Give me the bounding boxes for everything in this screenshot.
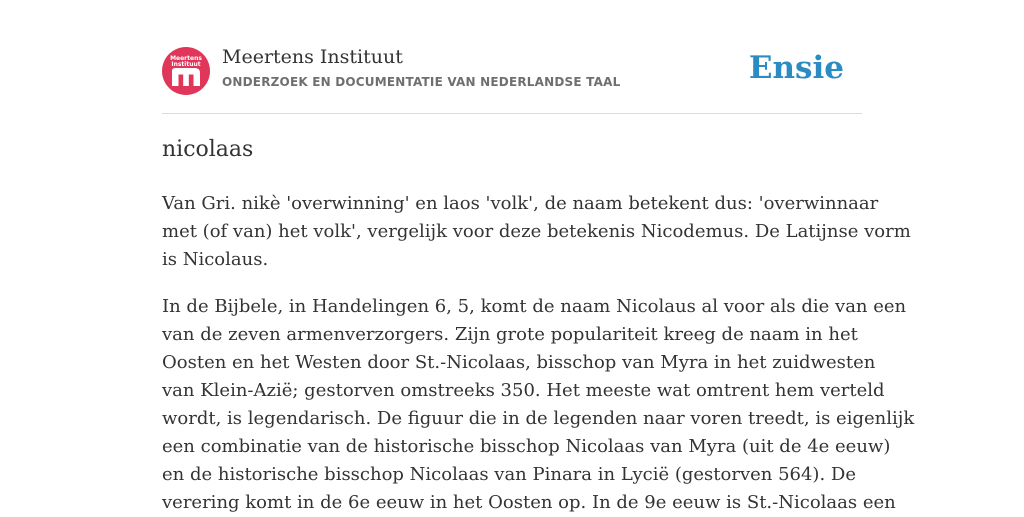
entry-paragraph-1 (162, 190, 911, 274)
header-divider (162, 113, 862, 114)
entry-title: nicolaas (162, 137, 254, 162)
paragraph-line: Van Gri. nikè 'overwinning' en laos 'volk', de naam betekent dus: 'overwinnaar (162, 193, 879, 214)
org-subtitle: ONDERZOEK EN DOCUMENTATIE VAN NEDERLANDSE TAAL (222, 75, 621, 89)
paragraph-line: In de Bijbele, in Handelingen 6, 5, komt de naam Nicolaus al voor als die van een (162, 296, 907, 317)
paragraph-line: met (of van) het volk', vergelijk voor deze betekenis Nicodemus. De Latijnse vorm (162, 221, 911, 242)
paragraph-line: verering komt in de 6e eeuw in het Oosten op. In de 9e eeuw is St.-Nicolaas een (162, 492, 896, 513)
org-name[interactable]: Meertens Instituut (222, 46, 403, 68)
logo-line-1: Meertens (170, 55, 202, 62)
paragraph-line: van de zeven armenverzorgers. Zijn grote populariteit kreeg de naam in het (162, 324, 858, 345)
page (162, 0, 915, 513)
logo-line-2: Instituut (171, 61, 201, 68)
entry-paragraph-2 (162, 293, 915, 517)
paragraph-line: is Nicolaus. (162, 249, 269, 270)
meertens-logo-icon[interactable] (162, 47, 210, 95)
paragraph-line: van Klein-Azië; gestorven omstreeks 350. Het meeste wat omtrent hem verteld (162, 380, 885, 401)
paragraph-line: een combinatie van de historische bisschop Nicolaas van Myra (uit de 4e eeuw) (162, 436, 891, 457)
ensie-brand-logo[interactable]: Ensie (748, 50, 844, 86)
logo-m-glyph (171, 68, 201, 86)
paragraph-line: en de historische bisschop Nicolaas van Pinara in Lycië (gestorven 564). De (162, 464, 856, 485)
site-header (162, 46, 862, 96)
paragraph-line: Oosten en het Westen door St.-Nicolaas, bisschop van Myra in het zuidwesten (162, 352, 876, 373)
paragraph-line: wordt, is legendarisch. De figuur die in de legenden naar voren treedt, is eigenlijk (162, 408, 915, 429)
